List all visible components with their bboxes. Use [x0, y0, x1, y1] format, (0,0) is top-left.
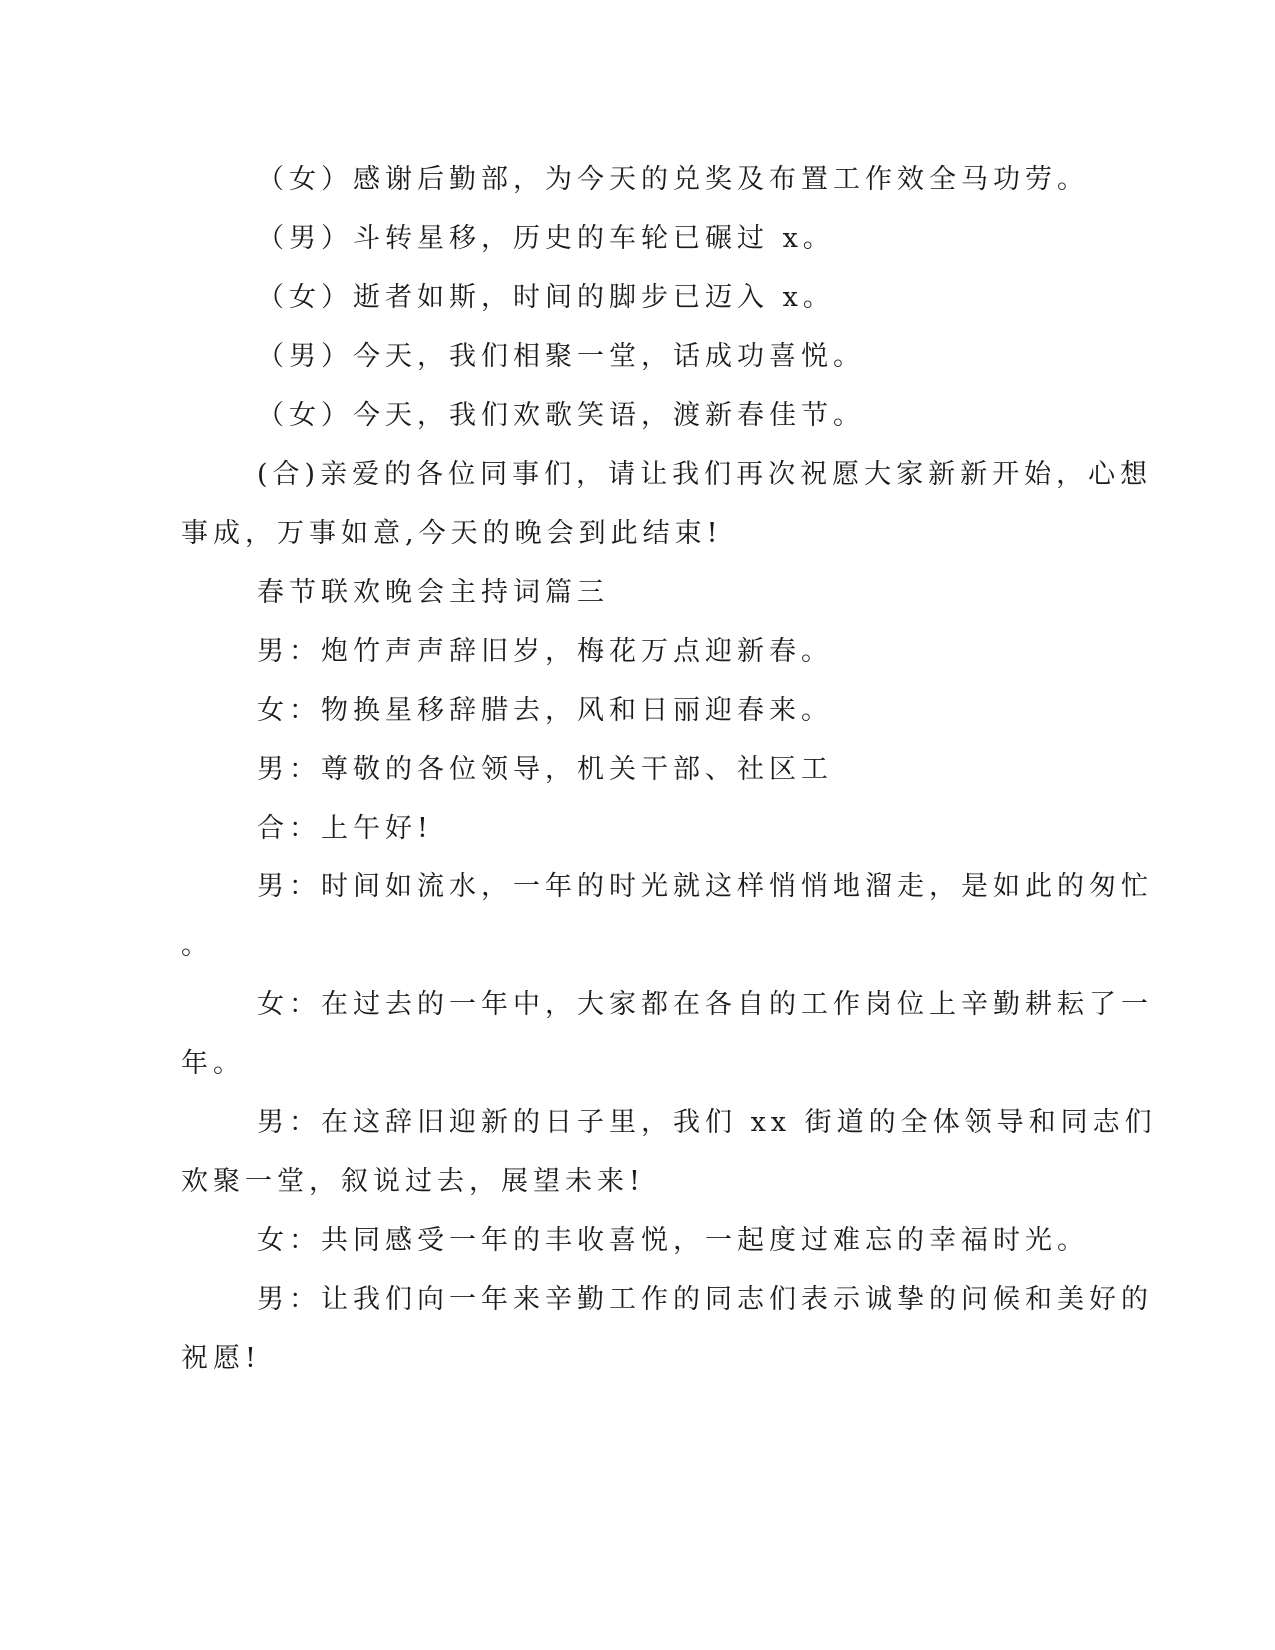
section-title: 春节联欢晚会主持词篇三	[257, 577, 609, 608]
text-line: 男：时间如流水，一年的时光就这样悄悄地溜走，是如此的匆忙	[257, 871, 1153, 902]
text-line: 年。	[181, 1048, 245, 1079]
text-line: (合)亲爱的各位同事们，请让我们再次祝愿大家新新开始，心想	[257, 459, 1153, 490]
text-line: 男：让我们向一年来辛勤工作的同志们表示诚挚的问候和美好的	[257, 1284, 1153, 1315]
text-line: 男：在这辞旧迎新的日子里，我们 xx 街道的全体领导和同志们	[257, 1107, 1157, 1138]
text-line: 女：共同感受一年的丰收喜悦，一起度过难忘的幸福时光。	[257, 1225, 1089, 1256]
text-line: 祝愿!	[181, 1343, 261, 1374]
text-line: 欢聚一堂，叙说过去，展望未来!	[181, 1166, 645, 1197]
text-line: 男：尊敬的各位领导，机关干部、社区工	[257, 754, 833, 785]
text-line: 女：物换星移辞腊去，风和日丽迎春来。	[257, 695, 833, 726]
text-line: 男：炮竹声声辞旧岁，梅花万点迎新春。	[257, 636, 833, 667]
text-line: （女）逝者如斯，时间的脚步已迈入 x。	[257, 282, 835, 313]
text-line: 女：在过去的一年中，大家都在各自的工作岗位上辛勤耕耘了一	[257, 989, 1153, 1020]
text-line: （女）感谢后勤部，为今天的兑奖及布置工作效全马功劳。	[257, 164, 1089, 195]
text-line: 合：上午好!	[257, 813, 433, 844]
text-line: 事成，万事如意,今天的晚会到此结束!	[181, 518, 723, 549]
text-line: （男）斗转星移，历史的车轮已碾过 x。	[257, 223, 835, 254]
text-line: （男）今天，我们相聚一堂，话成功喜悦。	[257, 341, 865, 372]
text-line: （女）今天，我们欢歌笑语，渡新春佳节。	[257, 400, 865, 431]
text-line: 。	[181, 930, 213, 961]
